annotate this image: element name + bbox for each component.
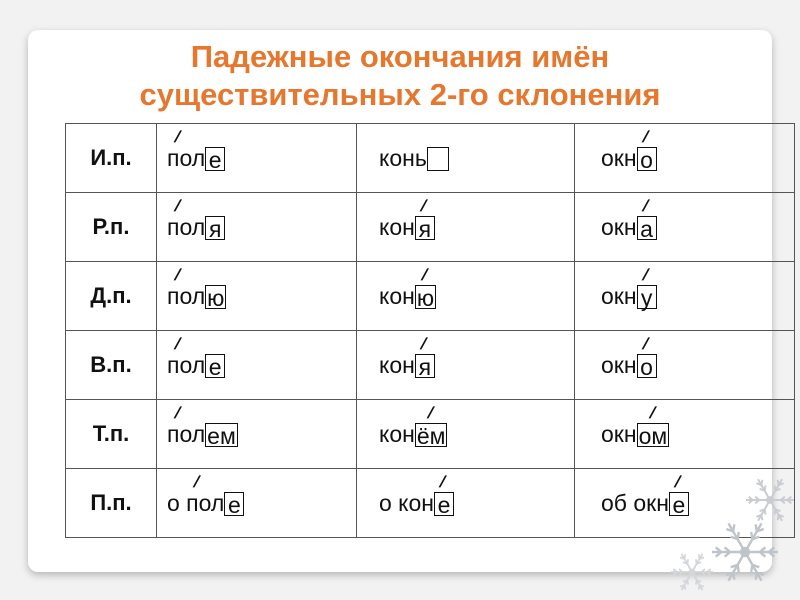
word-stem: об окн [601, 489, 669, 516]
word-stem: пол [167, 213, 206, 240]
case-label: Д.п. [66, 262, 157, 331]
title-line-1: Падежные окончания имён [190, 39, 610, 74]
word-form [379, 404, 447, 450]
word-form [601, 128, 657, 174]
stress-mark: / [418, 266, 430, 284]
word-cell [157, 400, 357, 469]
word-cell [575, 262, 795, 331]
word-cell [157, 124, 357, 193]
word-form [601, 404, 669, 450]
word-form [167, 473, 244, 519]
word-stem: пол [167, 351, 206, 378]
ending-box: у [637, 285, 657, 309]
word-cell [575, 124, 795, 193]
table-row [66, 193, 795, 262]
word-form [379, 145, 449, 172]
word-cell [157, 331, 357, 400]
word-stem: окн [601, 282, 637, 309]
word-cell [157, 469, 357, 538]
word-stem: кон [379, 282, 415, 309]
stress-mark: / [172, 266, 183, 284]
ending-box: я [415, 216, 435, 240]
word-cell [575, 193, 795, 262]
case-label: Т.п. [66, 400, 157, 469]
word-form [379, 266, 436, 312]
stress-mark: / [640, 266, 651, 284]
word-cell [357, 262, 575, 331]
word-cell [157, 262, 357, 331]
stress-mark: / [640, 197, 651, 215]
word-form [601, 266, 657, 312]
case-label: В.п. [66, 331, 157, 400]
word-form [379, 335, 435, 381]
word-form [601, 473, 689, 519]
stress-mark: / [172, 128, 183, 146]
word-stem: пол [167, 144, 206, 171]
word-stem: окн [601, 351, 637, 378]
word-form [601, 335, 657, 381]
word-form [379, 197, 435, 243]
word-stem: о кон [379, 489, 434, 516]
word-cell [357, 469, 575, 538]
word-cell [157, 193, 357, 262]
table-row [66, 400, 795, 469]
ending-box: е [205, 354, 225, 378]
case-label: Р.п. [66, 193, 157, 262]
word-stem: кон [379, 420, 415, 447]
ending-box: е [669, 492, 689, 516]
word-cell [575, 331, 795, 400]
word-stem: кон [379, 351, 415, 378]
ending-box: я [415, 354, 435, 378]
case-label: П.п. [66, 469, 157, 538]
word-form [167, 197, 225, 243]
ending-box: ю [207, 285, 225, 312]
word-cell [357, 400, 575, 469]
case-label: И.п. [66, 124, 157, 193]
word-stem: кон [379, 213, 415, 240]
stress-mark: / [646, 404, 658, 422]
ending-box: е [224, 492, 244, 516]
word-form [167, 335, 225, 381]
word-cell [357, 193, 575, 262]
stress-mark: / [437, 473, 448, 491]
stress-mark: / [672, 473, 683, 491]
snowflake-icon [668, 548, 716, 596]
stress-mark: / [418, 335, 429, 353]
word-cell [575, 400, 795, 469]
word-form [167, 404, 238, 450]
word-stem: пол [167, 282, 206, 309]
ending-box: о [637, 354, 657, 378]
word-stem: окн [601, 420, 637, 447]
word-stem: окн [601, 213, 637, 240]
ending-box: я [205, 216, 225, 240]
word-cell [357, 331, 575, 400]
ending-box: ем [207, 423, 236, 450]
word-stem: конь [379, 144, 427, 171]
table-row [66, 469, 795, 538]
ending-box: о [637, 147, 657, 171]
page-title [28, 38, 772, 114]
table-row [66, 124, 795, 193]
stress-mark: / [640, 335, 651, 353]
ending-box: ом [638, 423, 668, 450]
ending-box: е [205, 147, 225, 171]
stress-mark: / [172, 404, 183, 422]
declension-table [65, 123, 795, 538]
word-form [379, 473, 454, 519]
word-stem: пол [167, 420, 206, 447]
title-line-2: существительных 2-го склонения [139, 77, 661, 112]
table-row [66, 262, 795, 331]
stress-mark: / [191, 473, 202, 491]
stress-mark: / [172, 197, 183, 215]
snowflake-icon [708, 515, 782, 589]
word-form [601, 197, 657, 243]
table-row [66, 331, 795, 400]
stress-mark: / [172, 335, 183, 353]
word-cell [357, 124, 575, 193]
ending-box: ём [416, 423, 446, 450]
ending-box: ю [416, 285, 435, 312]
word-form [167, 128, 225, 174]
ending-box: а [637, 216, 657, 240]
stress-mark: / [424, 404, 436, 422]
ending-box [427, 147, 449, 171]
stress-mark: / [418, 197, 429, 215]
word-stem: о пол [167, 489, 225, 516]
word-stem: окн [601, 144, 637, 171]
ending-box: е [434, 492, 454, 516]
word-form [167, 266, 226, 312]
stress-mark: / [640, 128, 651, 146]
